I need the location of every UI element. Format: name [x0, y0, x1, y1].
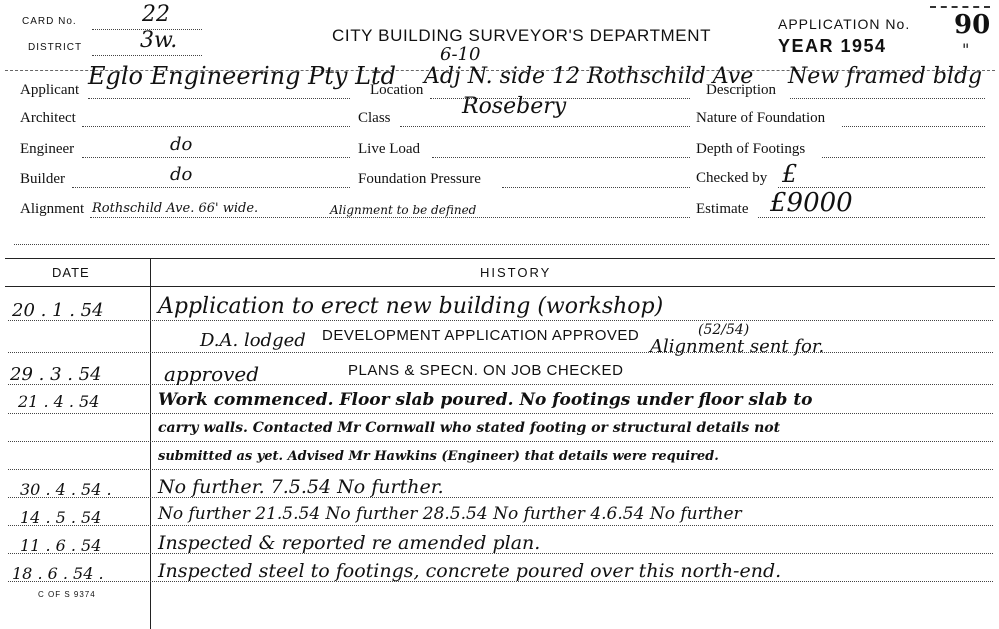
da-approved-stamp: DEVELOPMENT APPLICATION APPROVED: [322, 327, 640, 344]
history-entry: D.A. lodged: [200, 330, 306, 351]
class-label: Class: [358, 110, 391, 126]
history-entry: submitted as yet. Advised Mr Hawkins (Engineer) that details were required.: [158, 449, 719, 464]
foundation-pressure-label: Foundation Pressure: [358, 171, 481, 187]
alignment-label: Alignment: [20, 201, 85, 217]
plans-checked-stamp: PLANS & SPECN. ON JOB CHECKED: [348, 362, 624, 379]
nature-of-foundation-label: Nature of Foundation: [696, 110, 826, 126]
da-approved-ref: (52/54): [698, 322, 750, 338]
applicant-label: Applicant: [20, 82, 80, 98]
builder-label: Builder: [20, 171, 65, 187]
history-date: 11 . 6 . 54: [20, 536, 102, 555]
history-date: 30 . 4 . 54 .: [20, 480, 112, 499]
architect-label: Architect: [20, 110, 76, 126]
history-date: 21 . 4 . 54: [18, 392, 100, 411]
alignment-value: Rothschild Ave. 66' wide.: [92, 201, 259, 216]
date-header: DATE: [52, 265, 90, 280]
history-date: 18 . 6 . 54 .: [12, 564, 104, 583]
history-date: 14 . 5 . 54: [20, 508, 102, 527]
history-entry: carry walls. Contacted Mr Cornwall who stated footing or structural details not: [158, 420, 781, 436]
history-entry: approved: [164, 362, 260, 386]
live-load-label: Live Load: [358, 141, 421, 157]
estimate-label: Estimate: [696, 201, 749, 217]
history-entry: Work commenced. Floor slab poured. No footings under floor slab to: [158, 390, 813, 410]
location-value: Adj N. side 12 Rothschild Ave: [424, 64, 754, 89]
application-suffix: ": [962, 40, 970, 59]
location-ref: 6-10: [440, 44, 481, 65]
history-date: 20 . 1 . 54: [12, 300, 104, 321]
year-label: YEAR 1954: [778, 36, 887, 56]
depth-of-footings-label: Depth of Footings: [696, 141, 806, 157]
estimate-value: £9000: [770, 188, 853, 218]
application-label: APPLICATION No.: [778, 16, 911, 32]
form-code: C OF S 9374: [38, 590, 96, 599]
card-no-value: 22: [142, 2, 170, 27]
history-date: 29 . 3 . 54: [10, 364, 102, 385]
history-entry: No further 21.5.54 No further 28.5.54 No further 4.6.54 No further: [158, 504, 742, 524]
history-entry: No further. 7.5.54 No further.: [158, 476, 444, 498]
district-label: DISTRICT: [28, 42, 83, 53]
history-entry: Inspected steel to footings, concrete poured over this north-end.: [158, 560, 782, 582]
engineer-value: do: [170, 134, 193, 155]
corner-mark: [930, 6, 990, 8]
application-value: 90: [954, 10, 991, 40]
checked-by-value: £: [782, 160, 798, 188]
description-label: Description: [706, 82, 776, 98]
checked-by-label: Checked by: [696, 170, 768, 186]
applicant-value: Eglo Engineering Pty Ltd: [88, 62, 397, 90]
department-title: CITY BUILDING SURVEYOR'S DEPARTMENT: [332, 26, 712, 45]
history-entry: Inspected & reported re amended plan.: [158, 532, 541, 554]
card-no-label: CARD No.: [22, 16, 77, 27]
engineer-label: Engineer: [20, 141, 75, 157]
history-header: HISTORY: [480, 265, 552, 280]
history-entry: Application to erect new building (workshop): [158, 294, 664, 319]
location-value-2: Rosebery: [462, 94, 567, 119]
description-value: New framed bldg: [788, 64, 983, 89]
district-value: 3w.: [140, 28, 178, 53]
alignment-note: Alignment to be defined: [330, 203, 477, 217]
alignment-sent-note: Alignment sent for.: [650, 336, 825, 357]
location-label: Location: [370, 82, 424, 98]
builder-value: do: [170, 164, 193, 185]
